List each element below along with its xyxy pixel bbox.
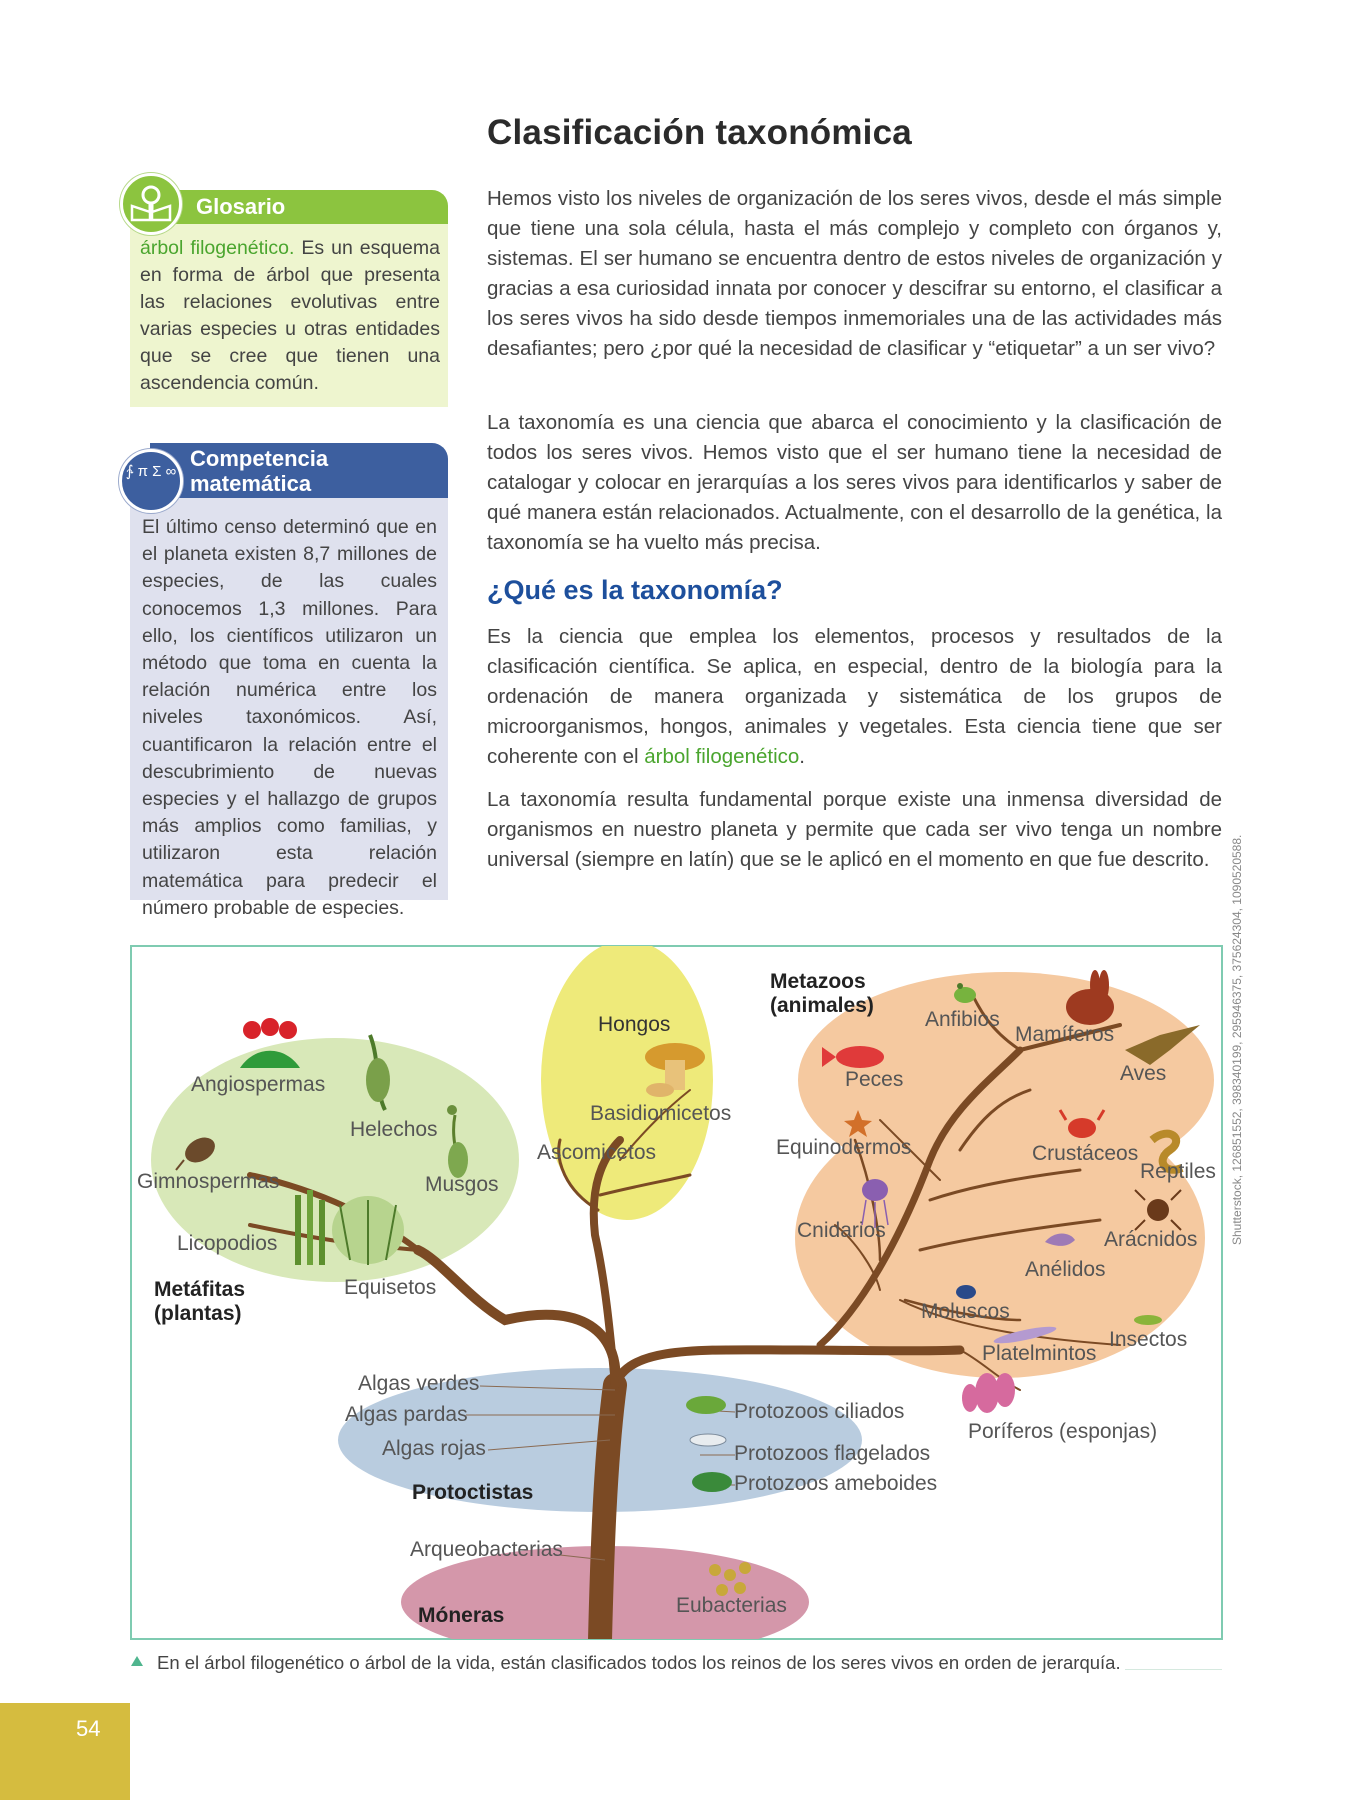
label-protozoos-ameboides: Protozoos ameboides [734,1472,938,1495]
glossary-term: árbol filogenético. [140,237,295,259]
label-poriferos: Poríferos (esponjas) [968,1420,1158,1443]
label-metafitas-line1: Metáfitas [154,1278,246,1301]
label-angiospermas: Angiospermas [191,1073,326,1096]
label-protozoos-ciliados: Protozoos ciliados [734,1400,905,1423]
glossary-definition: Es un esquema en forma de árbol que presenta las relaciones evolutivas entre varias especies u otras entidades que se cree que tienen una ascendencia común. [140,237,440,394]
paragraph-3-text: Es la ciencia que emplea los elementos, procesos y resultados de la clasificación científica. Se aplica, en especial, dentro de la biología para la ordenación de manera organizada y sistemática de los grupos de microorganismos, hongos, animales y vegetales. Esta ciencia tiene que ser coherente con el [487,625,1222,768]
flagellate-icon [690,1434,726,1446]
label-equinodermos: Equinodermos [776,1136,912,1159]
caption-triangle-icon [130,1655,144,1667]
ciliate-icon [686,1396,726,1414]
label-algas-pardas: Algas pardas [345,1403,468,1426]
paragraph-1: Hemos visto los niveles de organización de los seres vivos, desde el más simple que tiene una sola célula, hasta el más complejo y completo con órganos y, sistemas. El ser humano se encuentra dentro de estos niveles de organización y gracias a esa curiosidad innata por conocer y descifrar su entorno, el clasificar a los seres vivos ha sido desde tiempos inmemoriales una de las actividades más desafiantes; pero ¿por qué la necesidad de clasificar y “etiquetar” a un ser vivo? [487,187,1222,360]
label-anfibios: Anfibios [925,1008,1000,1031]
page-number-tab [0,1703,130,1800]
label-peces: Peces [845,1068,904,1091]
paragraph-3-end: . [799,745,805,768]
shell-icon [956,1285,976,1299]
label-licopodios: Licopodios [177,1232,278,1255]
label-protoctistas: Protoctistas [412,1481,534,1504]
label-mamiferos: Mamíferos [1015,1023,1115,1046]
horsetail-icon [295,1190,325,1265]
ameba-icon [692,1472,732,1492]
label-equisetos: Equisetos [344,1276,437,1299]
glossary-text [140,235,440,397]
figure-caption: En el árbol filogenético o árbol de la vida, están clasificados todos los reinos de los seres vivos en orden de jerarquía. [157,1652,1125,1674]
competencia-title-line2: matemática [190,471,312,496]
label-metafitas-line2: (plantas) [154,1302,242,1325]
section-heading: ¿Qué es la taxonomía? [487,575,783,605]
glossary-title: Glosario [196,194,286,219]
phylogenetic-tree-term: árbol filogenético [644,745,800,768]
label-ascomicetos: Ascomicetos [537,1141,657,1164]
label-arqueobacterias: Arqueobacterias [410,1538,563,1561]
page-title: Clasificación taxonómica [487,113,912,152]
label-algas-rojas: Algas rojas [382,1437,486,1460]
image-credit: Shutterstock, 126851552, 398340199, 295946375, 375624304, 1090520588. [1230,834,1244,1245]
label-moneras: Móneras [418,1604,505,1627]
label-basidiomicetos: Basidiomicetos [590,1102,732,1125]
label-metazoos-line2: (animales) [770,994,874,1017]
label-metazoos-line1: Metazoos [770,970,866,993]
label-protozoos-flagelados: Protozoos flagelados [734,1442,931,1465]
label-helechos: Helechos [350,1118,438,1141]
glossary-header [150,190,448,224]
label-aves: Aves [1120,1062,1167,1085]
book-icon [120,173,182,235]
paragraph-4: La taxonomía resulta fundamental porque existe una inmensa diversidad de organismos en nuestro planeta y permite que cada ser vivo tenga un nombre universal (siempre en latín) que se le aplicó en el momento en que fue descrito. [487,788,1222,871]
label-metazoos [770,970,874,1018]
label-anelidos: Anélidos [1025,1258,1106,1281]
sponge-icon [962,1373,1015,1413]
label-insectos: Insectos [1109,1328,1188,1351]
math-symbols-text: ∱ π Σ ∞ [125,463,177,480]
tree-diagram [131,946,1222,1639]
label-gimnospermas: Gimnospermas [137,1170,280,1193]
math-symbols-icon [119,449,183,513]
label-moluscos: Moluscos [921,1300,1010,1323]
grasshopper-icon [1134,1315,1162,1325]
page-number: 54 [76,1716,101,1741]
label-musgos: Musgos [425,1173,499,1196]
label-hongos: Hongos [598,1013,671,1036]
paragraph-3 [487,622,1222,772]
label-aracnidos: Arácnidos [1104,1228,1198,1251]
label-crustaceos: Crustáceos [1032,1142,1139,1165]
label-algas-verdes: Algas verdes [358,1372,480,1395]
competencia-text: El último censo determinó que en el planeta existen 8,7 millones de especies, de las cuales conocemos 1,3 millones. Para ello, los científicos utilizaron un método que toma en cuenta la relación numérica entre los niveles taxonómicos. Así, cuantificaron la relación entre el descubrimiento de nuevas especies y el hallazgo de grupos más amplios como familias, y utilizaron esta relación matemática para predecir el número probable de especies. [142,516,437,919]
label-reptiles: Reptiles [1140,1160,1216,1183]
paragraph-2: La taxonomía es una ciencia que abarca el conocimiento y la clasificación de todos los seres vivos. Hemos visto que el ser humano tiene la necesidad de catalogar y colocar en jerarquías a los seres vivos para identificarlos y saber de qué manera están relacionados. Actualmente, con el desarrollo de la genética, la taxonomía se ha vuelto más precisa. [487,411,1222,554]
label-eubacterias: Eubacterias [676,1594,787,1617]
competencia-title-line1: Competencia [190,446,329,471]
label-cnidarios: Cnidarios [797,1219,886,1242]
label-metafitas [154,1278,245,1326]
label-platelmintos: Platelmintos [982,1342,1097,1365]
competencia-title [190,446,430,496]
